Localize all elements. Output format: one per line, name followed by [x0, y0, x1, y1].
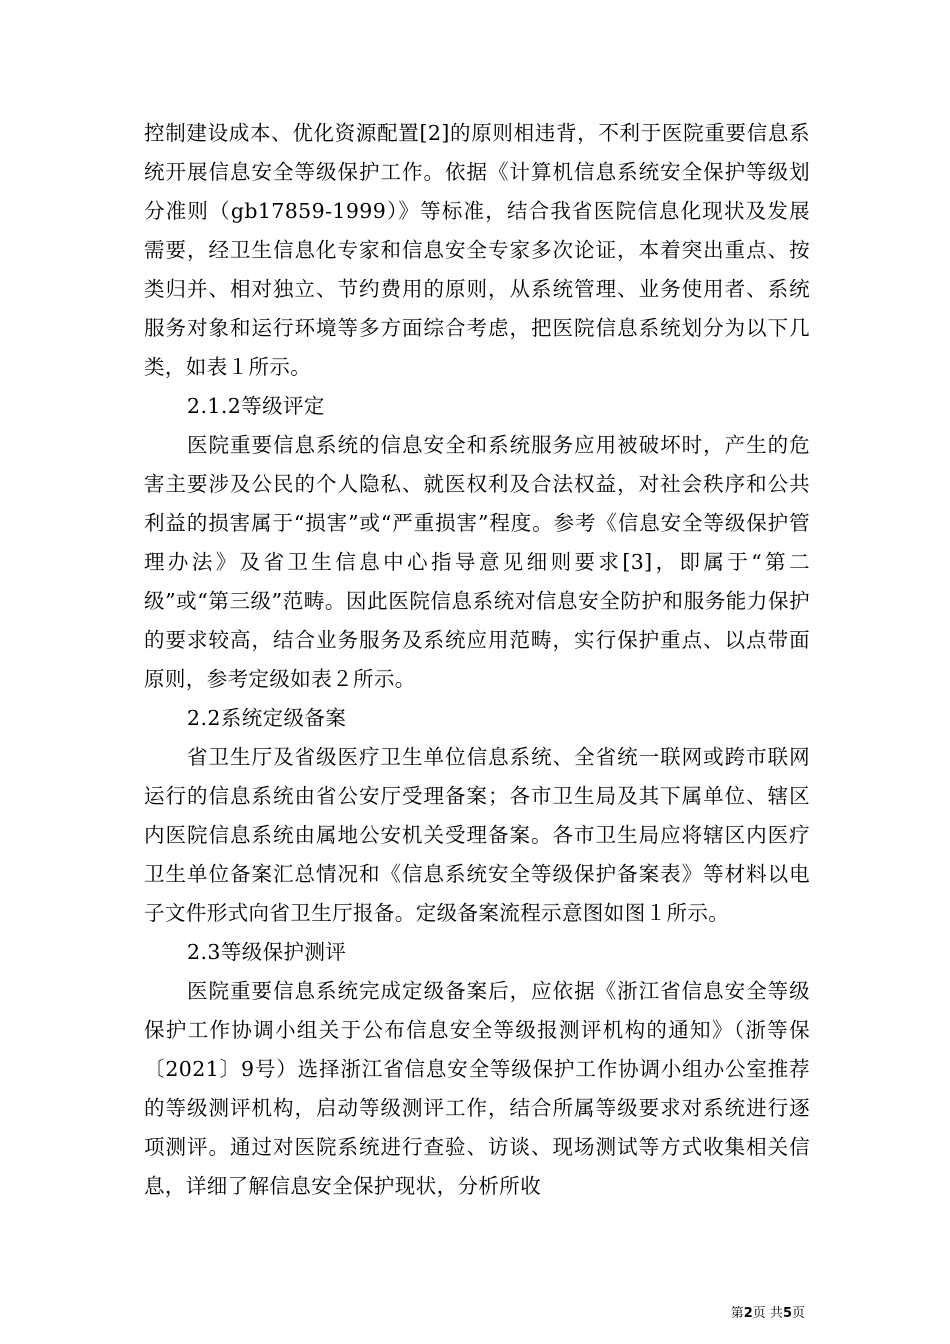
section-heading-2-2: 2.2系统定级备案: [187, 706, 347, 730]
paragraph-evaluation: 医院重要信息系统完成定级备案后，应依据《浙江省信息安全等级保护工作协调小组关于公布信息安全等级报测评机构的通知》（浙等保〔2021〕9号）选择浙江省信息安全等级保护工作协调小组办公室推荐的等级测评机构，启动等级测评工作，结合所属等级要求对系统进行逐项测评。通过对医院系统进行查验、访谈、现场测试等方式收集相关信息，详细了解信息安全保护现状，分析所收: [144, 979, 810, 1198]
footer-suffix: 页: [791, 1306, 805, 1321]
document-body: [144, 114, 810, 1206]
section-heading-2-1-2: 2.1.2等级评定: [187, 394, 325, 418]
footer-prefix: 第: [730, 1306, 744, 1321]
section-heading-2-3: 2.3等级保护测评: [187, 940, 347, 964]
footer-middle: 页 共: [752, 1306, 783, 1321]
paragraph-filing: 省卫生厅及省级医疗卫生单位信息系统、全省统一联网或跨市联网运行的信息系统由省公安厅受理备案；各市卫生局及其下属单位、辖区内医院信息系统由属地公安机关受理备案。各市卫生局应将辖区内医疗卫生单位备案汇总情况和《信息系统安全等级保护备案表》等材料以电子文件形式向省卫生厅报备。定级备案流程示意图如图１所示。: [144, 745, 810, 925]
page-number-indicator: [731, 1305, 805, 1323]
paragraph-cost-principle: 控制建设成本、优化资源配置[2]的原则相违背，不利于医院重要信息系统开展信息安全等级保护工作。依据《计算机信息系统安全保护等级划分准则（gb17859-1999）》等标准，结合我省医院信息化现状及发展需要，经卫生信息化专家和信息安全专家多次论证，本着突出重点、按类归并、相对独立、节约费用的原则，从系统管理、业务使用者、系统服务对象和运行环境等多方面综合考虑，把医院信息系统划分为以下几类，如表１所示。: [144, 121, 810, 379]
total-page-number: 5: [782, 1306, 792, 1321]
paragraph-grading: 医院重要信息系统的信息安全和系统服务应用被破坏时，产生的危害主要涉及公民的个人隐私、就医权利及合法权益，对社会秩序和公共利益的损害属于“损害”或“严重损害”程度。参考《信息安全等级保护管理办法》及省卫生信息中心指导意见细则要求[3]，即属于“第二级”或“第三级”范畴。因此医院信息系统对信息安全防护和服务能力保护的要求较高，结合业务服务及系统应用范畴，实行保护重点、以点带面原则，参考定级如表２所示。: [144, 433, 810, 691]
current-page-number: 2: [743, 1306, 753, 1321]
